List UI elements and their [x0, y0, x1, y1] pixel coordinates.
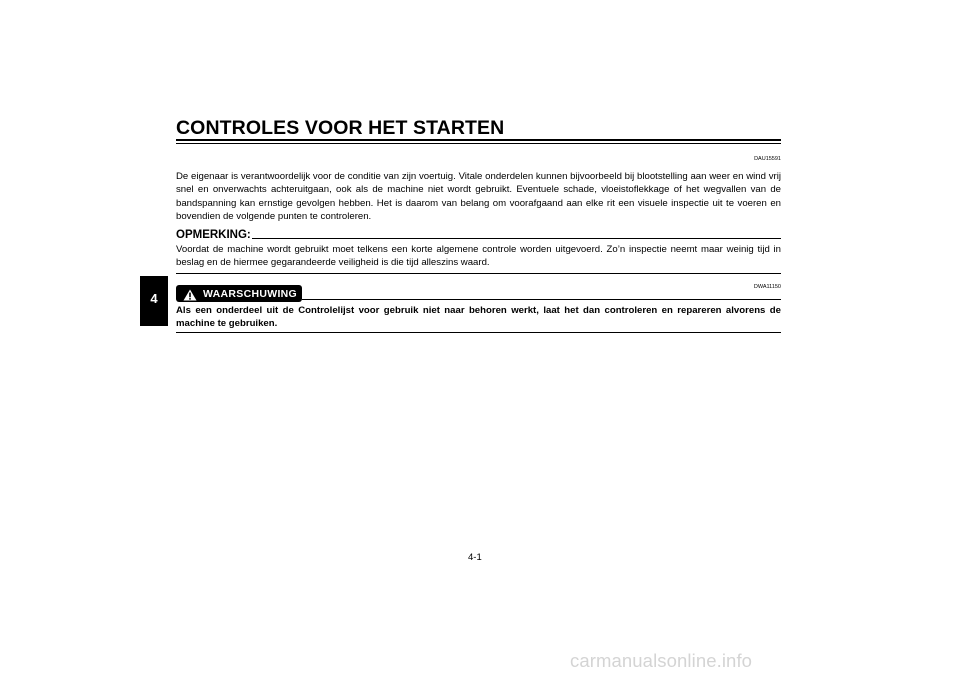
warning-reference-code: DWA11150 — [753, 284, 781, 290]
warning-end-rule — [176, 332, 781, 333]
warning-label — [176, 285, 302, 302]
page-title: CONTROLES VOOR HET STARTEN — [176, 117, 505, 139]
intro-paragraph: De eigenaar is verantwoordelijk voor de conditie van zijn voertuig. Vitale onderdelen kunnen bijvoorbeeld bij blootstelling aan weer en wind vrij snel en onverwachts achteruitgaan, ook als de machine niet wordt gebruikt. Eventuele schade, vloeistoflekkage of het wegvallen van de bandspanning kan ernstige gevolgen hebben. Het is daarom van belang om voorafgaand aan elke rit een visuele inspectie uit te voeren en bovendien de volgende punten te controleren. — [176, 171, 781, 223]
note-heading: OPMERKING: — [176, 229, 251, 241]
note-end-rule — [176, 273, 781, 274]
page-number: 4-1 — [468, 552, 482, 563]
warning-heading-rule — [302, 299, 781, 300]
title-rule — [176, 139, 781, 141]
watermark-text: carmanualsonline.info — [570, 650, 753, 671]
note-paragraph: Voordat de machine wordt gebruikt moet telkens een korte algemene controle worden uitgevoerd. Zo’n inspectie neemt maar weinig tijd in beslag en de hiermee gegarandeerde veiligheid is die tijd alleszins waard. — [176, 244, 781, 269]
warning-paragraph: Als een onderdeel uit de Controlelijst voor gebruik niet naar behoren werkt, laat het dan controleren en repareren alvorens de machine te gebruiken. — [176, 305, 781, 330]
warning-label-text: WAARSCHUWING — [203, 287, 298, 300]
intro-reference-code: DAU15591 — [754, 156, 781, 162]
chapter-tab: 4 — [140, 276, 168, 326]
title-rule-thin — [176, 143, 781, 144]
warning-triangle-icon — [183, 288, 197, 300]
note-heading-rule — [252, 238, 781, 239]
